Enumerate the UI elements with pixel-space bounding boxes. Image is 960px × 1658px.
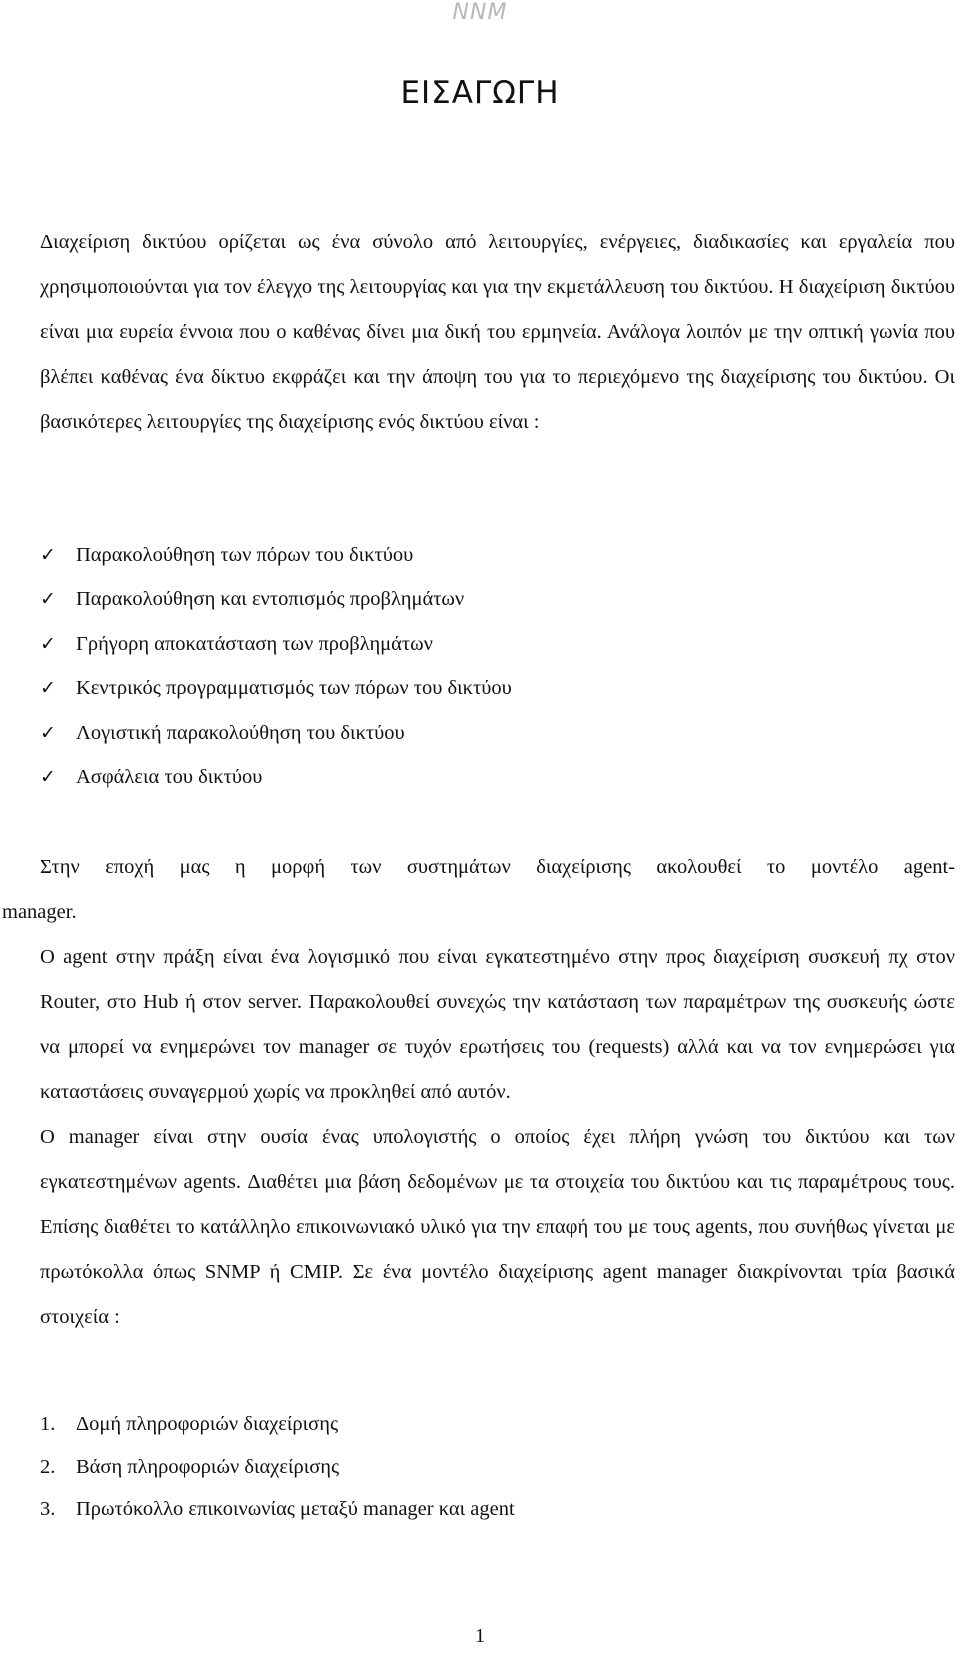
list-item	[40, 533, 940, 577]
list-number: 1.	[40, 1413, 56, 1435]
list-item-text: Παρακολούθηση των πόρων του δικτύου	[76, 544, 414, 566]
check-icon: ✓	[40, 721, 56, 744]
header-watermark: NNM	[452, 0, 508, 25]
list-number: 3.	[40, 1498, 56, 1520]
list-item	[40, 666, 940, 710]
list-item-text: Λογιστική παρακολούθηση του δικτύου	[76, 721, 405, 744]
list-item-text: Κεντρικός προγραμματισμός των πόρων του δικτύου	[76, 677, 512, 700]
list-item	[40, 1446, 515, 1489]
list-item-text: Πρωτόκολλο επικοινωνίας μεταξύ manager και agent	[76, 1498, 515, 1520]
elements-list	[40, 1403, 515, 1531]
functions-list	[40, 533, 940, 799]
check-icon: ✓	[40, 765, 56, 788]
check-icon: ✓	[40, 677, 56, 700]
list-item	[40, 577, 940, 621]
agent-paragraph: Ο agent στην πράξη είναι ένα λογισμικό που είναι εγκατεστημένο στην προς διαχείριση συσκευή πχ στον Router, στο Hub ή στον server. Παρακολουθεί συνεχώς την κατάσταση των παραμέτρων της συσκευής ώστε να μπορεί να ενημερώνει τον manager σε τυχόν ερωτήσεις του (requests) αλλά και να τον ενημερώσει για καταστάσεις συναγερμού χωρίς να προκληθεί από αυτόν.	[40, 946, 955, 1103]
list-item	[40, 755, 940, 799]
list-item-text: Δομή πληροφοριών διαχείρισης	[76, 1413, 339, 1435]
list-item-text: Παρακολούθηση και εντοπισμός προβλημάτων	[76, 588, 465, 611]
list-item	[40, 711, 940, 755]
intro-paragraph: Διαχείριση δικτύου ορίζεται ως ένα σύνολο από λειτουργίες, ενέργειες, διαδικασίες και εργαλεία που χρησιμοποιούνται για τον έλεγχο της λειτουργίας και για την εκμετάλλευση του δικτύου. Η διαχείριση δικτύου είναι μια ευρεία έννοια που ο καθένας δίνει μια δική του ερμηνεία. Ανάλογα λοιπόν με την οπτική γωνία που βλέπει καθένας ένα δίκτυο εκφράζει και την άποψη του για το περιεχόμενο της διαχείρισης του δικτύου. Οι βασικότερες λειτουργίες της διαχείρισης ενός δικτύου είναι :	[40, 231, 955, 433]
check-icon: ✓	[40, 544, 56, 566]
list-item-text: Βάση πληροφοριών διαχείρισης	[76, 1455, 340, 1478]
page-number: 1	[474, 1625, 486, 1647]
list-item	[40, 622, 940, 666]
agent-manager-section	[2, 845, 955, 1340]
agent-manager-line1: Στην εποχή μας η μορφή των συστημάτων διαχείρισης ακολουθεί το μοντέλο agent-	[40, 856, 955, 878]
intro-section	[40, 220, 955, 445]
check-icon: ✓	[40, 632, 56, 655]
agent-manager-line2: manager.	[2, 901, 77, 923]
list-item	[40, 1403, 515, 1446]
page-title: ΕΙΣΑΓΩΓΗ	[400, 75, 560, 111]
list-item	[40, 1488, 515, 1531]
check-icon: ✓	[40, 588, 56, 611]
list-number: 2.	[40, 1455, 56, 1478]
manager-paragraph: Ο manager είναι στην ουσία ένας υπολογιστής ο οποίος έχει πλήρη γνώση του δικτύου και των εγκατεστημένων agents. Διαθέτει μια βάση δεδομένων με τα στοιχεία του δικτύου και τις παραμέτρους τους. Επίσης διαθέτει το κατάλληλο επικοινωνιακό υλικό για την επαφή του με τους agents, που συνήθως γίνεται με πρωτόκολλα όπως SNMP ή CMIP. Σε ένα μοντέλο διαχείρισης agent manager διακρίνονται τρία βασικά στοιχεία :	[40, 1126, 955, 1328]
list-item-text: Γρήγορη αποκατάσταση των προβλημάτων	[76, 632, 433, 655]
list-item-text: Ασφάλεια του δικτύου	[76, 765, 263, 788]
